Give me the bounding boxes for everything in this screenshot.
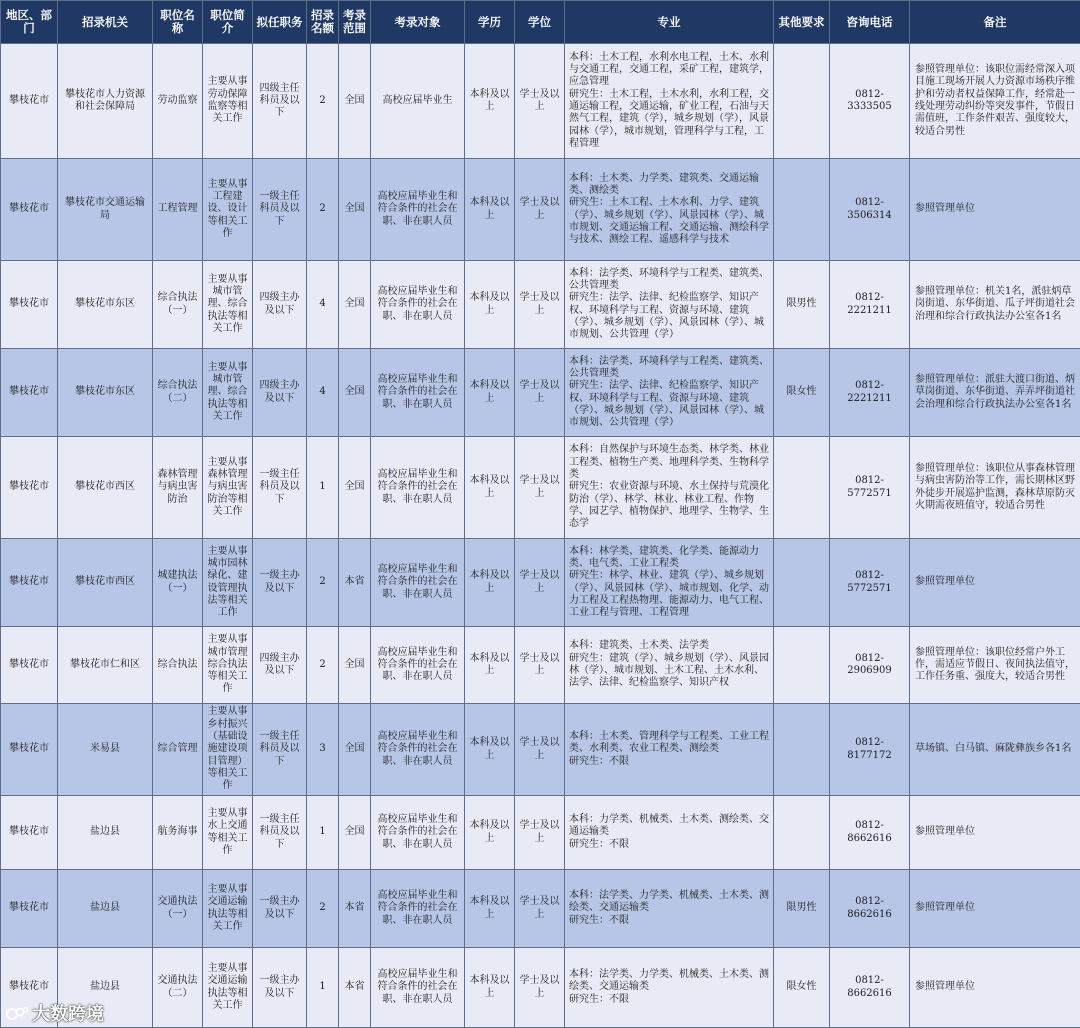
cell-scope: 全国 [339, 159, 371, 261]
cell-target: 高校应届毕业生和符合条件的社会在职、非在职人员 [371, 539, 465, 627]
cell-other [774, 44, 830, 159]
cell-count: 2 [307, 870, 339, 948]
cell-other [774, 704, 830, 796]
cell-major: 本科：建筑类、土木类、法学类 研究生：建筑（学）、城乡规划（学）、风景园林（学）、城市规划、土木工程、土木水利、法学、法律、纪检监察学、知识产权 [565, 627, 774, 704]
table-row [1, 627, 1080, 704]
table-row [1, 948, 1080, 1028]
cell-count: 1 [307, 796, 339, 870]
header-degree: 学位 [515, 1, 565, 44]
cell-degree: 学士及以上 [515, 796, 565, 870]
cell-intro: 主要从事城市管理、综合执法等相关工作 [203, 261, 253, 349]
cell-region: 攀枝花市 [1, 948, 58, 1028]
cell-agency: 攀枝花市人力资源和社会保障局 [58, 44, 153, 159]
cell-major: 本科：林学类、建筑类、化学类、能源动力类、电气类、工业工程类 研究生：林学、林业、建筑（学）、城乡规划（学）、风景园林（学）、城市规划、化学、动力工程及工程热物理、能源动力、电气工程、工业工程与管理、工程管理 [565, 539, 774, 627]
cell-intro: 主要从事交通运输执法等相关工作 [203, 870, 253, 948]
cell-other: 限男性 [774, 261, 830, 349]
cell-phone: 0812-2906909 [830, 627, 910, 704]
cell-intro: 主要从事交通运输执法等相关工作 [203, 948, 253, 1028]
table-row [1, 704, 1080, 796]
cell-other [774, 627, 830, 704]
cell-intro: 主要从事城市园林绿化、建设管理执法等相关工作 [203, 539, 253, 627]
cell-other: 限女性 [774, 349, 830, 437]
cell-degree: 学士及以上 [515, 539, 565, 627]
cell-intro: 主要从事森林管理与病虫害防治等相关工作 [203, 437, 253, 539]
cell-remark: 参照管理单位：该职位需经常深入项目施工现场开展人力资源市场秩序维护和劳动者权益保障工作，经常赴一线处理劳动纠纷等突发事件，节假日需值班，工作条件艰苦、强度较大，较适合男性 [910, 44, 1080, 159]
header-region: 地区、部门 [1, 1, 58, 44]
cell-rank: 一级主办及以下 [253, 539, 307, 627]
cell-rank: 一级主任科员及以下 [253, 159, 307, 261]
cell-major: 本科：法学类、环境科学与工程类、建筑类、公共管理类 研究生：法学、法律、纪检监察学、知识产权、环境科学与工程、资源与环境、建筑（学）、城乡规划（学）、风景园林（学）、城市规划、公共管理（学） [565, 349, 774, 437]
cell-edu: 本科及以上 [465, 349, 515, 437]
cell-scope: 全国 [339, 627, 371, 704]
cell-target: 高校应届毕业生和符合条件的社会在职、非在职人员 [371, 627, 465, 704]
cell-intro: 主要从事城市管理综合执法等相关工作 [203, 627, 253, 704]
cell-target: 高校应届毕业生和符合条件的社会在职、非在职人员 [371, 261, 465, 349]
header-target: 考录对象 [371, 1, 465, 44]
cell-remark: 参照管理单位 [910, 539, 1080, 627]
cell-target: 高校应届毕业生和符合条件的社会在职、非在职人员 [371, 159, 465, 261]
cell-edu: 本科及以上 [465, 44, 515, 159]
cell-other [774, 796, 830, 870]
cell-major: 本科：土木类、力学类、建筑类、交通运输类、测绘类 研究生：土木工程、土木水利、力学、建筑（学）、城乡规划（学）、风景园林（学）、城市规划、交通运输工程、交通运输、测绘科学与技术、测绘工程、遥感科学与技术 [565, 159, 774, 261]
cell-position: 交通执法（二） [153, 948, 203, 1028]
cell-count: 2 [307, 159, 339, 261]
cell-phone: 0812-2221211 [830, 349, 910, 437]
header-remark: 备注 [910, 1, 1080, 44]
cell-degree: 学士及以上 [515, 261, 565, 349]
cell-agency: 盐边县 [58, 870, 153, 948]
cell-other [774, 437, 830, 539]
cell-target: 高校应届毕业生和符合条件的社会在职、非在职人员 [371, 704, 465, 796]
table-body [1, 44, 1080, 1028]
cell-agency: 攀枝花市东区 [58, 349, 153, 437]
cell-region: 攀枝花市 [1, 704, 58, 796]
cell-edu: 本科及以上 [465, 539, 515, 627]
cell-major: 本科：法学类、力学类、机械类、土木类、测绘类、交通运输类 研究生：不限 [565, 948, 774, 1028]
cell-phone: 0812-3506314 [830, 159, 910, 261]
header-position: 职位名称 [153, 1, 203, 44]
table-row [1, 159, 1080, 261]
cell-target: 高校应届毕业生 [371, 44, 465, 159]
cell-phone: 0812-3333505 [830, 44, 910, 159]
cell-agency: 攀枝花市西区 [58, 539, 153, 627]
cell-rank: 一级主办及以下 [253, 870, 307, 948]
cell-region: 攀枝花市 [1, 261, 58, 349]
header-intro: 职位简介 [203, 1, 253, 44]
cell-region: 攀枝花市 [1, 44, 58, 159]
header-major: 专业 [565, 1, 774, 44]
cell-remark: 参照管理单位 [910, 796, 1080, 870]
header-agency: 招录机关 [58, 1, 153, 44]
cell-region: 攀枝花市 [1, 159, 58, 261]
cell-scope: 全国 [339, 261, 371, 349]
cell-count: 1 [307, 437, 339, 539]
cell-target: 高校应届毕业生和符合条件的社会在职、非在职人员 [371, 437, 465, 539]
cell-phone: 0812-5772571 [830, 539, 910, 627]
cell-other [774, 159, 830, 261]
cell-target: 高校应届毕业生和符合条件的社会在职、非在职人员 [371, 948, 465, 1028]
cell-rank: 一级主任科员及以下 [253, 796, 307, 870]
cell-degree: 学士及以上 [515, 870, 565, 948]
cell-position: 森林管理与病虫害防治 [153, 437, 203, 539]
cell-region: 攀枝花市 [1, 539, 58, 627]
cell-phone: 0812-2221211 [830, 261, 910, 349]
table-row [1, 261, 1080, 349]
cell-phone: 0812-8662616 [830, 870, 910, 948]
cell-remark: 参照管理单位 [910, 159, 1080, 261]
cell-intro: 主要从事水上交通等相关工作 [203, 796, 253, 870]
table-row [1, 437, 1080, 539]
cell-position: 综合执法（二） [153, 349, 203, 437]
cell-edu: 本科及以上 [465, 870, 515, 948]
cell-count: 4 [307, 349, 339, 437]
table-row [1, 870, 1080, 948]
cell-degree: 学士及以上 [515, 44, 565, 159]
cell-scope: 全国 [339, 796, 371, 870]
cell-remark: 参照管理单位 [910, 870, 1080, 948]
cell-edu: 本科及以上 [465, 796, 515, 870]
cell-other: 限男性 [774, 870, 830, 948]
cell-target: 高校应届毕业生和符合条件的社会在职、非在职人员 [371, 796, 465, 870]
cell-major: 本科：自然保护与环境生态类、林学类、林业工程类、植物生产类、地理科学类、生物科学类 研究生：农业资源与环境、水土保持与荒漠化防治（学）、林学、林业、林业工程、作物学、园艺学、植物保护、地理学、生物学、生态学 [565, 437, 774, 539]
cell-degree: 学士及以上 [515, 704, 565, 796]
cell-remark: 参照管理单位：该职位从事森林管理与病虫害防治等工作，需长期林区野外徒步开展巡护监测，森林草原防灭火期需夜班值守，较适合男性 [910, 437, 1080, 539]
cell-position: 城建执法（一） [153, 539, 203, 627]
cell-edu: 本科及以上 [465, 627, 515, 704]
cell-intro: 主要从事工程建设、设计等相关工作 [203, 159, 253, 261]
cell-region: 攀枝花市 [1, 349, 58, 437]
cell-major: 本科：力学类、机械类、土木类、测绘类、交通运输类 研究生：不限 [565, 796, 774, 870]
cell-position: 交通执法（一） [153, 870, 203, 948]
header-edu: 学历 [465, 1, 515, 44]
header-scope: 考录范围 [339, 1, 371, 44]
cell-intro: 主要从事乡村振兴（基础设施建设项目管理）等相关工作 [203, 704, 253, 796]
cell-agency: 米易县 [58, 704, 153, 796]
cell-edu: 本科及以上 [465, 704, 515, 796]
cell-agency: 盐边县 [58, 948, 153, 1028]
cell-rank: 四级主办及以下 [253, 349, 307, 437]
cell-scope: 全国 [339, 704, 371, 796]
cell-phone: 0812-8662616 [830, 948, 910, 1028]
cell-scope: 本省 [339, 539, 371, 627]
cell-agency: 攀枝花市交通运输局 [58, 159, 153, 261]
cell-position: 航务海事 [153, 796, 203, 870]
bubble-logo-icon [6, 1005, 28, 1021]
cell-scope: 全国 [339, 44, 371, 159]
table-row [1, 349, 1080, 437]
cell-scope: 全国 [339, 437, 371, 539]
cell-rank: 四级主任科员及以下 [253, 44, 307, 159]
cell-phone: 0812-8177172 [830, 704, 910, 796]
cell-agency: 攀枝花市东区 [58, 261, 153, 349]
cell-major: 本科：法学类、力学类、机械类、土木类、测绘类、交通运输类 研究生：不限 [565, 870, 774, 948]
cell-degree: 学士及以上 [515, 437, 565, 539]
cell-agency: 攀枝花市仁和区 [58, 627, 153, 704]
cell-rank: 四级主办及以下 [253, 261, 307, 349]
cell-region: 攀枝花市 [1, 627, 58, 704]
cell-other: 限女性 [774, 948, 830, 1028]
brand-watermark [0, 1002, 104, 1024]
cell-rank: 一级主办及以下 [253, 948, 307, 1028]
cell-target: 高校应届毕业生和符合条件的社会在职、非在职人员 [371, 349, 465, 437]
cell-scope: 全国 [339, 349, 371, 437]
cell-remark: 参照管理单位：该职位经常户外工作，需适应节假日、夜间执法值守，工作任务重、强度大，较适合男性 [910, 627, 1080, 704]
cell-major: 本科：法学类、环境科学与工程类、建筑类、公共管理类 研究生：法学、法律、纪检监察学、知识产权、环境科学与工程、资源与环境、建筑（学）、城乡规划（学）、风景园林（学）、城市规划、公共管理（学） [565, 261, 774, 349]
table-row [1, 539, 1080, 627]
cell-degree: 学士及以上 [515, 159, 565, 261]
cell-remark: 参照管理单位：机关1名，派驻炳草岗街道、东华街道、瓜子坪街道社会治理和综合行政执法办公室各1名 [910, 261, 1080, 349]
cell-phone: 0812-5772571 [830, 437, 910, 539]
cell-region: 攀枝花市 [1, 796, 58, 870]
cell-count: 4 [307, 261, 339, 349]
cell-count: 3 [307, 704, 339, 796]
cell-degree: 学士及以上 [515, 627, 565, 704]
cell-intro: 主要从事劳动保障监察等相关工作 [203, 44, 253, 159]
cell-major: 本科：土木类、管理科学与工程类、工业工程类、水利类、农业工程类、测绘类 研究生：不限 [565, 704, 774, 796]
cell-rank: 四级主办及以下 [253, 627, 307, 704]
table-row [1, 796, 1080, 870]
cell-count: 1 [307, 948, 339, 1028]
cell-edu: 本科及以上 [465, 261, 515, 349]
header-phone: 咨询电话 [830, 1, 910, 44]
table-row [1, 44, 1080, 159]
cell-target: 高校应届毕业生和符合条件的社会在职、非在职人员 [371, 870, 465, 948]
cell-degree: 学士及以上 [515, 349, 565, 437]
cell-rank: 一级主任科员及以下 [253, 437, 307, 539]
cell-edu: 本科及以上 [465, 159, 515, 261]
cell-rank: 一级主任科员及以下 [253, 704, 307, 796]
cell-edu: 本科及以上 [465, 437, 515, 539]
cell-major: 本科：土木工程，水利水电工程，土木、水利与交通工程，交通工程，采矿工程，建筑学，应急管理 研究生：土木工程，土木水利，水利工程，交通运输工程，交通运输，矿业工程，石油与天然气工程，建筑（学），城乡规划（学），风景园林（学），城市规划，管理科学与工程，工程管理 [565, 44, 774, 159]
brand-name: 大数跨境 [32, 1004, 104, 1025]
table-header-row [1, 1, 1080, 44]
cell-intro: 主要从事城市管理、综合执法等相关工作 [203, 349, 253, 437]
header-rank: 拟任职务 [253, 1, 307, 44]
cell-count: 2 [307, 627, 339, 704]
cell-position: 工程管理 [153, 159, 203, 261]
cell-position: 劳动监察 [153, 44, 203, 159]
cell-phone: 0812-8662616 [830, 796, 910, 870]
cell-remark: 参照管理单位 [910, 948, 1080, 1028]
header-count: 招录名额 [307, 1, 339, 44]
cell-scope: 本省 [339, 948, 371, 1028]
cell-region: 攀枝花市 [1, 870, 58, 948]
cell-degree: 学士及以上 [515, 948, 565, 1028]
cell-count: 2 [307, 539, 339, 627]
cell-other [774, 539, 830, 627]
cell-position: 综合管理 [153, 704, 203, 796]
cell-position: 综合执法 [153, 627, 203, 704]
cell-scope: 本省 [339, 870, 371, 948]
cell-remark: 参照管理单位：派驻大渡口街道、炳草岗街道、东华街道、弄弄坪街道社会治理和综合行政执法办公室各1名 [910, 349, 1080, 437]
cell-count: 2 [307, 44, 339, 159]
cell-edu: 本科及以上 [465, 948, 515, 1028]
cell-agency: 盐边县 [58, 796, 153, 870]
cell-position: 综合执法（一） [153, 261, 203, 349]
cell-remark: 草场镇、白马镇、麻陇彝族乡各1名 [910, 704, 1080, 796]
cell-region: 攀枝花市 [1, 437, 58, 539]
cell-agency: 攀枝花市西区 [58, 437, 153, 539]
header-other: 其他要求 [774, 1, 830, 44]
